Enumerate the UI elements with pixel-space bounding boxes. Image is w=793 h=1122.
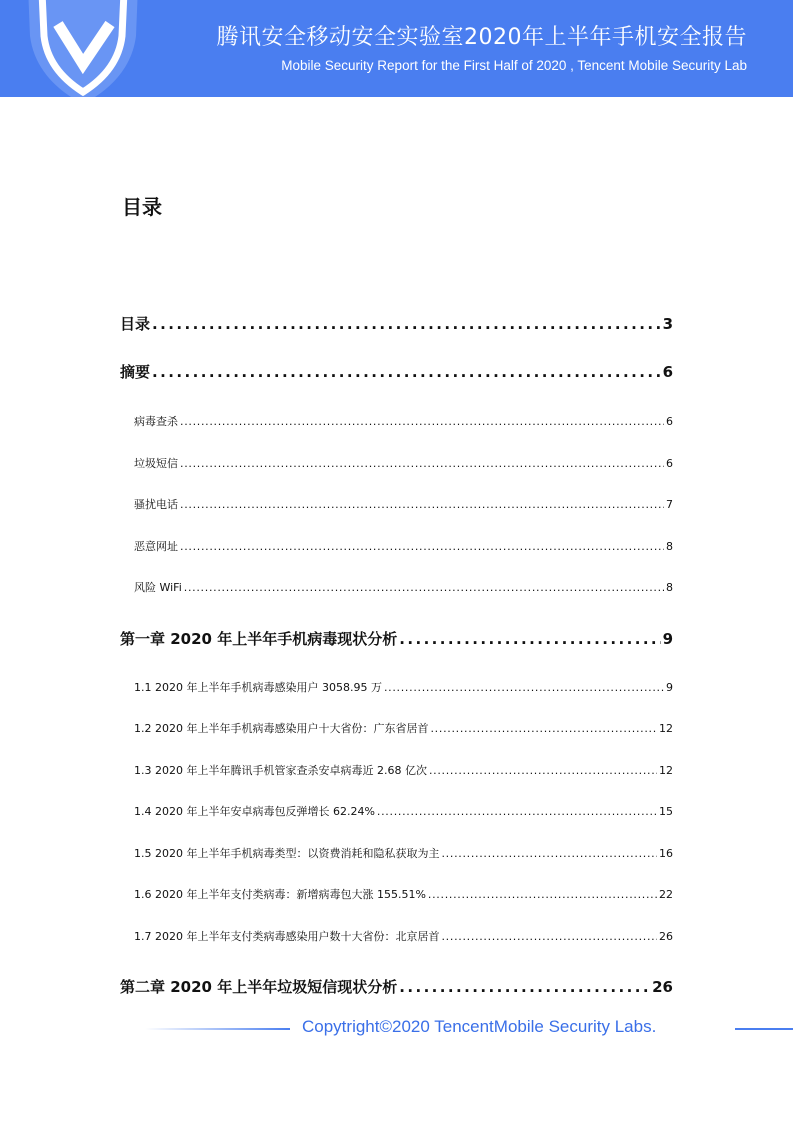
toc-entry-section-1-7[interactable] bbox=[120, 928, 673, 944]
toc-leader-dots bbox=[184, 581, 664, 594]
toc-leader-dots bbox=[377, 805, 657, 818]
toc-entry-page: 8 bbox=[666, 581, 673, 594]
toc-entry-label: 垃圾短信 bbox=[134, 457, 178, 470]
toc-entry-section-1-1[interactable] bbox=[120, 679, 673, 695]
toc-entry-section-1-5[interactable] bbox=[120, 845, 673, 861]
toc-entry-chapter-1[interactable] bbox=[120, 628, 673, 649]
toc-entry-page: 15 bbox=[659, 805, 673, 818]
toc-entry-label: 风险 WiFi bbox=[134, 581, 182, 594]
toc-entry-page: 12 bbox=[659, 764, 673, 777]
toc-leader-dots bbox=[152, 363, 661, 381]
toc-entry-label: 1.2 2020 年上半年手机病毒感染用户十大省份：广东省居首 bbox=[134, 722, 429, 735]
toc-entry-page: 26 bbox=[659, 930, 673, 943]
toc-entry-section-1-2[interactable] bbox=[120, 720, 673, 736]
toc-entry-virus-scan[interactable] bbox=[120, 413, 673, 429]
footer-divider-right bbox=[735, 1028, 793, 1030]
page-title: 目录 bbox=[122, 195, 162, 219]
toc-entry-contents[interactable] bbox=[120, 313, 673, 334]
toc-entry-label: 恶意网址 bbox=[134, 540, 178, 553]
toc-entry-label: 1.3 2020 年上半年腾讯手机管家查杀安卓病毒近 2.68 亿次 bbox=[134, 764, 427, 777]
toc-entry-label: 1.1 2020 年上半年手机病毒感染用户 3058.95 万 bbox=[134, 681, 382, 694]
toc-entry-harassing-calls[interactable] bbox=[120, 496, 673, 512]
toc-entry-page: 22 bbox=[659, 888, 673, 901]
toc-entry-section-1-6[interactable] bbox=[120, 886, 673, 902]
toc-entry-label: 摘要 bbox=[120, 363, 151, 381]
toc-leader-dots bbox=[441, 930, 657, 943]
toc-entry-page: 9 bbox=[666, 681, 673, 694]
footer-copyright: Copytright©2020 TencentMobile Security Labs. bbox=[302, 1017, 657, 1036]
toc-entry-label: 第一章 2020 年上半年手机病毒现状分析 bbox=[120, 630, 398, 648]
report-header bbox=[0, 0, 793, 97]
toc-entry-section-1-3[interactable] bbox=[120, 762, 673, 778]
toc-leader-dots bbox=[180, 540, 664, 553]
toc-entry-label: 1.6 2020 年上半年支付类病毒：新增病毒包大涨 155.51% bbox=[134, 888, 426, 901]
toc-entry-label: 骚扰电话 bbox=[134, 498, 178, 511]
toc-leader-dots bbox=[180, 498, 664, 511]
toc-leader-dots bbox=[430, 722, 657, 735]
toc-entry-summary[interactable] bbox=[120, 361, 673, 382]
toc-entry-page: 3 bbox=[662, 315, 673, 333]
toc-entry-label: 1.4 2020 年上半年安卓病毒包反弹增长 62.24% bbox=[134, 805, 375, 818]
toc-entry-page: 12 bbox=[659, 722, 673, 735]
toc-entry-malicious-urls[interactable] bbox=[120, 538, 673, 554]
toc-entry-page: 9 bbox=[662, 630, 673, 648]
toc-leader-dots bbox=[399, 978, 650, 996]
toc-leader-dots bbox=[152, 315, 661, 333]
shield-check-icon bbox=[18, 0, 148, 97]
toc-entry-chapter-2[interactable] bbox=[120, 976, 673, 997]
toc-leader-dots bbox=[384, 681, 664, 694]
report-subtitle: Mobile Security Report for the First Half of 2020 , Tencent Mobile Security Lab bbox=[281, 58, 747, 73]
toc-leader-dots bbox=[399, 630, 660, 648]
toc-leader-dots bbox=[428, 888, 657, 901]
footer-divider-left bbox=[145, 1028, 290, 1030]
toc-leader-dots bbox=[441, 847, 657, 860]
toc-entry-page: 6 bbox=[662, 363, 673, 381]
toc-entry-label: 病毒查杀 bbox=[134, 415, 178, 428]
toc-leader-dots bbox=[180, 457, 664, 470]
toc-entry-label: 第二章 2020 年上半年垃圾短信现状分析 bbox=[120, 978, 398, 996]
toc-entry-label: 目录 bbox=[120, 315, 151, 333]
toc-entry-page: 8 bbox=[666, 540, 673, 553]
toc-entry-page: 6 bbox=[666, 457, 673, 470]
toc-entry-page: 26 bbox=[652, 978, 673, 996]
toc-entry-page: 6 bbox=[666, 415, 673, 428]
report-title: 腾讯安全移动安全实验室2020年上半年手机安全报告 bbox=[216, 25, 747, 50]
toc-entry-risky-wifi[interactable] bbox=[120, 579, 673, 595]
toc-leader-dots bbox=[180, 415, 664, 428]
toc-entry-spam-sms[interactable] bbox=[120, 455, 673, 471]
toc-entry-page: 7 bbox=[666, 498, 673, 511]
toc-entry-label: 1.5 2020 年上半年手机病毒类型：以资费消耗和隐私获取为主 bbox=[134, 847, 440, 860]
toc-entry-label: 1.7 2020 年上半年支付类病毒感染用户数十大省份：北京居首 bbox=[134, 930, 440, 943]
toc-entry-section-1-4[interactable] bbox=[120, 803, 673, 819]
toc-leader-dots bbox=[429, 764, 657, 777]
toc-entry-page: 16 bbox=[659, 847, 673, 860]
